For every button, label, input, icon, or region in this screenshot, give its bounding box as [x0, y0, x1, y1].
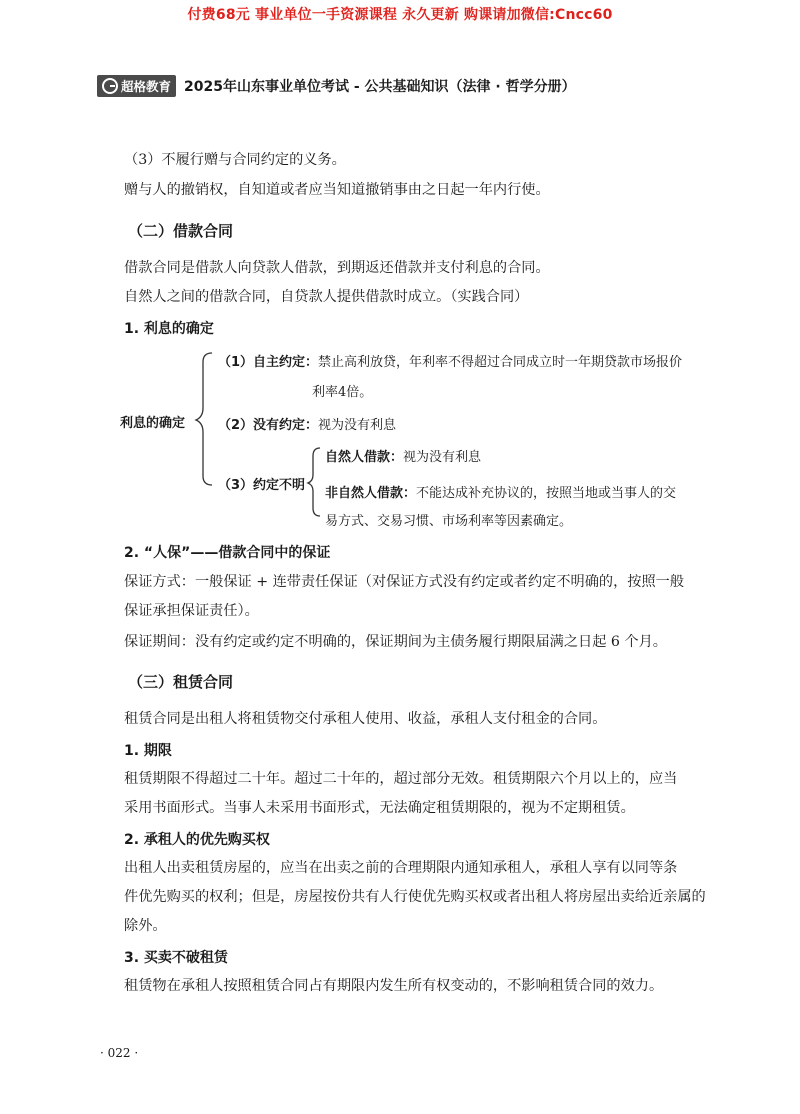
branch3-label: （3）约定不明: [218, 478, 306, 493]
lease-term-line1: 租赁期限不得超过二十年。超过二十年的，超过部分无效。租赁期限六个月以上的，应当: [124, 771, 678, 787]
loan-contract-heading: （二）借款合同: [128, 222, 234, 240]
guarantee-way-line1: 保证方式：一般保证 + 连带责任保证（对保证方式没有约定或者约定不明确的，按照一般: [124, 574, 685, 590]
sub-branch1-label: 自然人借款：: [325, 450, 404, 465]
branch2: [218, 414, 396, 433]
preemption-heading: 2. 承租人的优先购买权: [124, 832, 270, 848]
sale-no-break-text: 租赁物在承租人按照租赁合同占有期限内发生所有权变动的，不影响租赁合同的效力。: [124, 978, 664, 994]
branch2-label: （2）没有约定：: [218, 418, 319, 433]
sub-branch2-text-cont: 易方式、交易习惯、市场利率等因素确定。: [325, 514, 573, 529]
sub-branch1-text: 视为没有利息: [403, 450, 482, 465]
sub-branch2-label: 非自然人借款：: [325, 486, 417, 501]
document-title: 2025年山东事业单位考试 - 公共基础知识（法律 · 哲学分册）: [184, 79, 576, 95]
branch1-text: 禁止高利放贷，年利率不得超过合同成立时一年期贷款市场报价: [318, 355, 683, 370]
loan-definition: 借款合同是借款人向贷款人借款，到期返还借款并支付利息的合同。: [124, 260, 550, 276]
sub-branch2: [325, 482, 676, 501]
sale-no-break-heading: 3. 买卖不破租赁: [124, 950, 228, 966]
branch1: [218, 351, 682, 370]
sub-brace: [308, 448, 320, 516]
promo-banner: 付费68元 事业单位一手资源课程 永久更新 购课请加微信:Cncc60: [187, 7, 613, 23]
brand-logo-text: 超格教育: [121, 79, 172, 94]
sub-branch1: [325, 446, 481, 465]
lease-term-line2: 采用书面形式。当事人未采用书面形式，无法确定租赁期限的，视为不定期租赁。: [124, 800, 635, 816]
lease-term-heading: 1. 期限: [124, 743, 172, 759]
guarantee-period: 保证期间：没有约定或约定不明确的，保证期间为主债务履行期限届满之日起 6 个月。: [124, 634, 667, 650]
gift-item-3: （3）不履行赠与合同约定的义务。: [124, 152, 346, 168]
sub-branch2-text: 不能达成补充协议的，按照当地或当事人的交: [416, 486, 677, 501]
guarantee-way-line2: 保证承担保证责任）。: [124, 603, 259, 619]
lease-definition: 租赁合同是出租人将租赁物交付承租人使用、收益，承租人支付租金的合同。: [124, 711, 607, 727]
preemption-line2: 件优先购买的权利；但是，房屋按份共有人行使优先购买权或者出租人将房屋出卖给近亲属的: [124, 889, 706, 905]
branch2-text: 视为没有利息: [318, 418, 397, 433]
interest-heading: 1. 利息的确定: [124, 321, 214, 337]
main-brace: [196, 353, 212, 485]
branch1-text-cont: 利率4倍。: [312, 385, 373, 400]
lease-contract-heading: （三）租赁合同: [128, 673, 234, 691]
loan-natural-person: 自然人之间的借款合同，自贷款人提供借款时成立。（实践合同）: [124, 289, 529, 305]
gift-revoke-paragraph: 赠与人的撤销权，自知道或者应当知道撤销事由之日起一年内行使。: [124, 182, 550, 198]
preemption-line3: 除外。: [124, 918, 167, 934]
page-number: · 022 ·: [100, 1046, 139, 1060]
branch1-label: （1）自主约定：: [218, 355, 319, 370]
preemption-line1: 出租人出卖租赁房屋的，应当在出卖之前的合理期限内通知承租人，承租人享有以同等条: [124, 860, 678, 876]
guarantee-heading: 2. “人保”——借款合同中的保证: [124, 545, 331, 561]
diagram-root-label: 利息的确定: [120, 416, 186, 431]
